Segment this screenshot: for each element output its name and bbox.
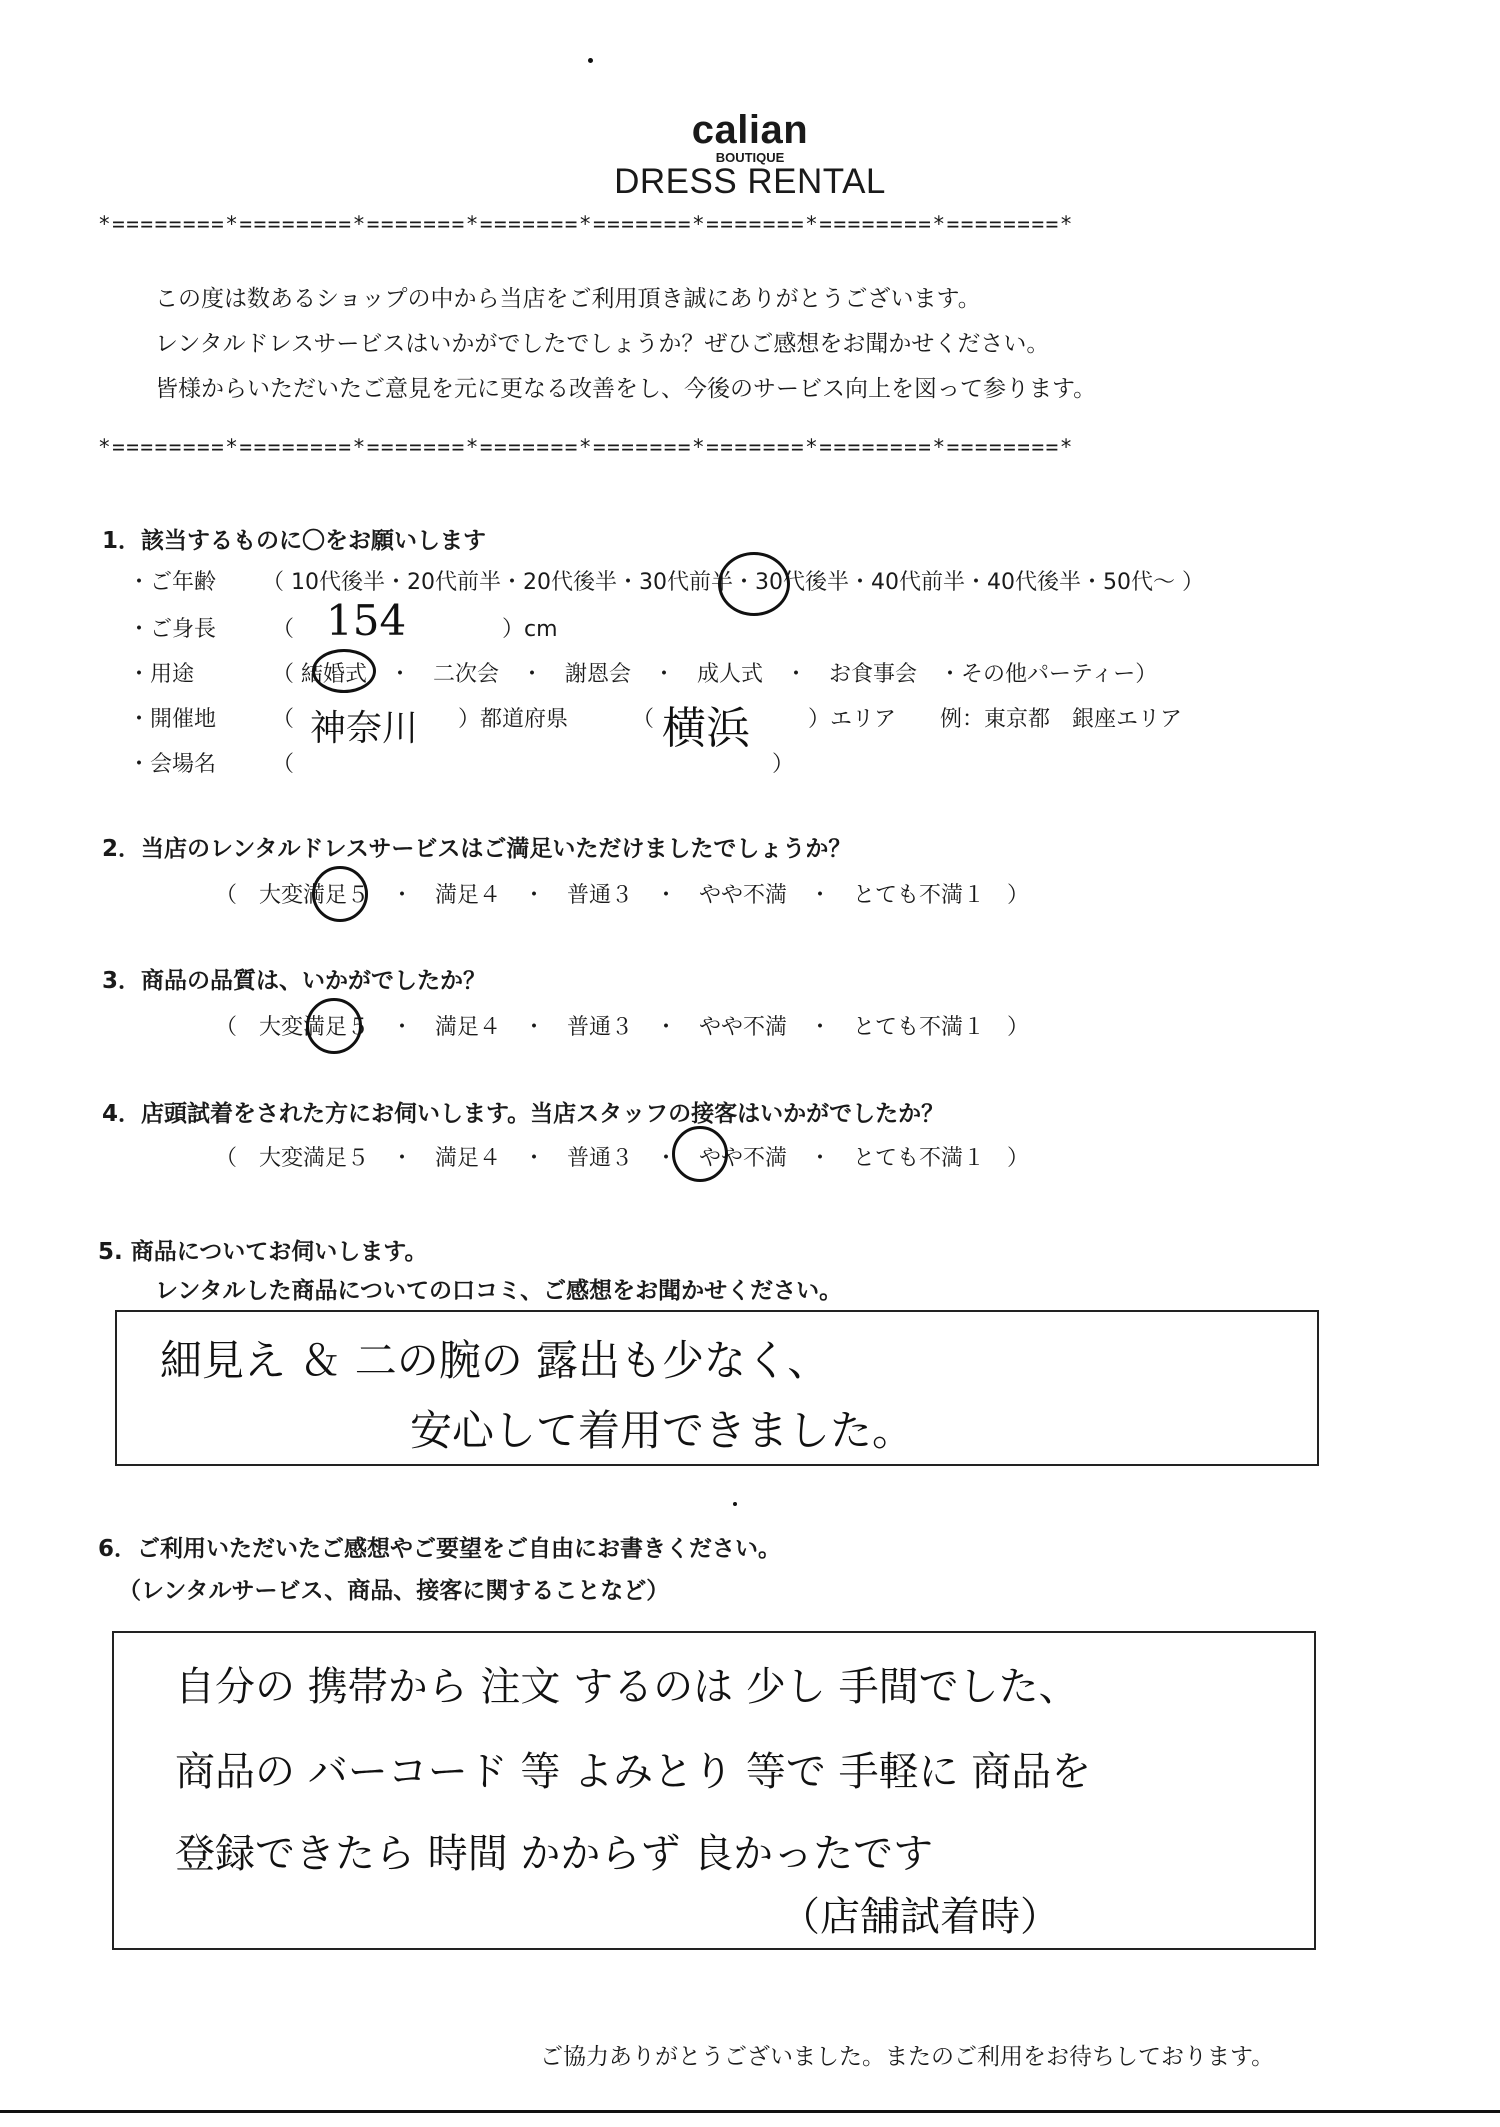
page-title: DRESS RENTAL xyxy=(614,162,886,201)
age-selected-circle xyxy=(718,552,790,616)
purpose-label: ・用途 xyxy=(128,662,195,687)
height-open: （ xyxy=(272,617,295,642)
q5-title: 5. 商品についてお伺いします。 xyxy=(98,1239,428,1265)
prefecture-value[interactable]: 神奈川 xyxy=(310,708,419,749)
brand-subtitle: BOUTIQUE xyxy=(715,150,785,165)
height-value[interactable]: 154 xyxy=(326,596,407,645)
divider-bottom: *========*========*=======*=======*=======*=======*========*========* xyxy=(98,435,1074,459)
purpose-options: （ 結婚式 ・ 二次会 ・ 謝恩会 ・ 成人式 ・ お食事会 ・その他パーティー） xyxy=(272,662,1158,687)
q1-title: 1．該当するものに〇をお願いします xyxy=(102,528,487,554)
height-unit: ）cm xyxy=(502,617,558,642)
q3-title: 3．商品の品質は、いかがでしたか？ xyxy=(102,968,487,994)
q2-options: （ 大変満足５ ・ 満足４ ・ 普通３ ・ やや不満 ・ とても不満１ ） xyxy=(215,883,1030,908)
area-open: （ xyxy=(632,707,655,732)
area-suffix: ）エリア 例：東京都 銀座エリア xyxy=(808,707,1183,732)
intro-line-3: 皆様からいただいたご意見を元に更なる改善をし、今後のサービス向上を図って参ります。 xyxy=(155,376,1097,402)
place-label: ・開催地 xyxy=(128,707,217,732)
q6-title: 6．ご利用いただいたご感想やご要望をご自由にお書きください。 xyxy=(98,1536,782,1562)
venue-label: ・会場名 xyxy=(128,752,217,777)
page-dot xyxy=(588,58,593,63)
q5-answer-line-1: 細見え ＆ 二の腕の 露出も少なく、 xyxy=(160,1336,830,1385)
q2-selected-circle xyxy=(312,866,368,922)
height-label: ・ご身長 xyxy=(128,617,217,642)
bottom-edge-line xyxy=(0,2110,1500,2113)
prefecture-suffix: ）都道府県 xyxy=(458,707,569,732)
place-open: （ xyxy=(272,707,295,732)
q2-title: 2．当店のレンタルドレスサービスはご満足いただけましたでしょうか？ xyxy=(102,836,852,862)
divider-top: *========*========*=======*=======*=======*=======*========*========* xyxy=(98,212,1074,236)
brand-logo: calian xyxy=(691,108,809,152)
stray-mark xyxy=(733,1502,737,1506)
q6-answer-line-1: 自分の 携帯から 注文 するのは 少し 手間でした、 xyxy=(175,1664,1079,1710)
age-options: （ 10代後半・20代前半・20代後半・30代前半・30代後半・40代前半・40代後半・50代〜 ） xyxy=(262,570,1204,595)
q5-subtitle: レンタルした商品についての口コミ、ご感想をお聞かせください。 xyxy=(155,1278,843,1304)
purpose-selected-circle xyxy=(312,649,376,693)
q4-title: 4．店頭試着をされた方にお伺いします。当店スタッフの接客はいかがでしたか？ xyxy=(102,1101,945,1127)
q3-selected-circle xyxy=(306,998,362,1054)
footer-thanks: ご協力ありがとうございました。またのご利用をお待ちしております。 xyxy=(540,2044,1275,2070)
q4-options: （ 大変満足５ ・ 満足４ ・ 普通３ ・ やや不満 ・ とても不満１ ） xyxy=(215,1146,1030,1171)
q4-selected-circle xyxy=(672,1126,728,1182)
area-value[interactable]: 横浜 xyxy=(662,703,750,754)
age-label: ・ご年齢 xyxy=(128,570,217,595)
q6-answer-line-4: （店舗試着時） xyxy=(780,1894,1060,1940)
intro-line-1: この度は数あるショップの中から当店をご利用頂き誠にありがとうございます。 xyxy=(155,286,981,312)
q5-answer-line-2: 安心して着用できました。 xyxy=(410,1406,915,1455)
q3-options: （ 大変満足５ ・ 満足４ ・ 普通３ ・ やや不満 ・ とても不満１ ） xyxy=(215,1015,1030,1040)
venue-open: （ xyxy=(272,752,295,777)
q6-answer-line-2: 商品の バーコード 等 よみとり 等で 手軽に 商品を xyxy=(175,1749,1092,1795)
venue-close: ） xyxy=(772,752,795,777)
q6-subtitle: （レンタルサービス、商品、接客に関することなど） xyxy=(118,1578,670,1604)
intro-line-2: レンタルドレスサービスはいかがでしたでしょうか？ぜひご感想をお聞かせください。 xyxy=(155,331,1050,357)
q6-answer-line-3: 登録できたら 時間 かからず 良かったです xyxy=(175,1831,934,1877)
